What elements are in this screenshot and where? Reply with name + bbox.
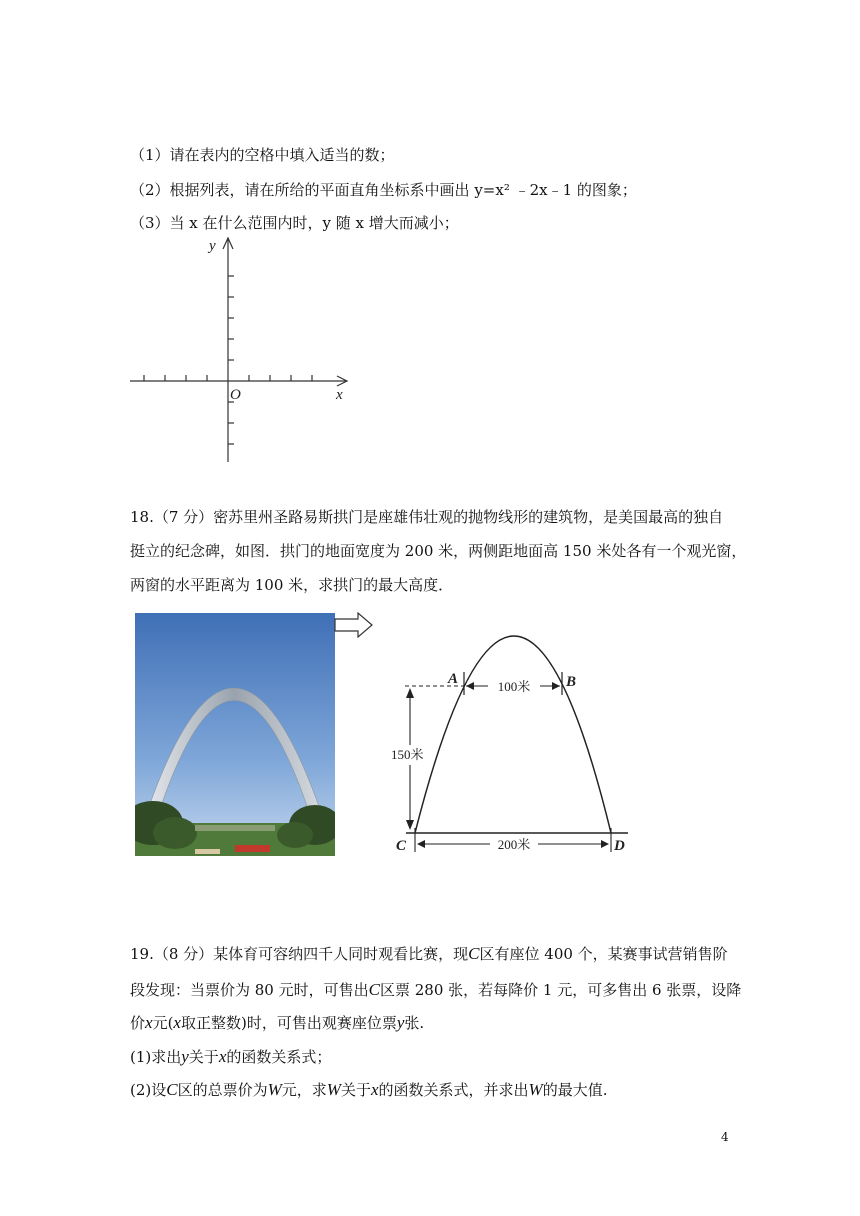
q17-part2: （2）根据列表，请在所给的平面直角坐标系中画出 y=x² ﹣2x﹣1 的图象； bbox=[130, 181, 637, 199]
q19-part1: (1)求出y关于x的函数关系式； bbox=[130, 1047, 332, 1066]
arch-photo bbox=[135, 613, 335, 856]
var-x: x bbox=[218, 1047, 227, 1066]
var-x: x bbox=[173, 1013, 181, 1032]
var-y: y bbox=[396, 1013, 405, 1032]
q19-part2: (2)设C区的总票价为W元，求W关于x的函数关系式，并求出W的最大值. bbox=[130, 1080, 608, 1099]
x-axis-label: x bbox=[336, 387, 343, 403]
var-x: x bbox=[145, 1013, 153, 1032]
point-c-label: C bbox=[396, 838, 407, 854]
var-c: C bbox=[368, 980, 380, 999]
height-label: 150米 bbox=[391, 747, 424, 762]
q18-line1: 18.（7 分）密苏里州圣路易斯拱门是座雄伟壮观的抛物线形的建筑物，是美国最高的独自 bbox=[130, 508, 724, 526]
q19-line3: 价x元(x取正整数)时，可售出观赛座位票y张. bbox=[130, 1013, 425, 1032]
q19-line1: 19.（8 分）某体育可容纳四千人同时观看比赛，现C区有座位 400 个，某赛事试营销售阶 bbox=[130, 944, 728, 963]
q17-part3: （3）当 x 在什么范围内时，y 随 x 增大而减小； bbox=[130, 214, 459, 232]
var-w: W bbox=[528, 1080, 543, 1099]
q18-line3: 两窗的水平距离为 100 米，求拱门的最大高度． bbox=[130, 576, 454, 594]
y-axis-label: y bbox=[209, 238, 216, 254]
top-width-label: 100米 bbox=[497, 679, 531, 694]
page-number: 4 bbox=[721, 1130, 729, 1144]
coordinate-axes bbox=[125, 232, 360, 467]
point-d-label: D bbox=[614, 838, 625, 854]
origin-label: O bbox=[230, 387, 241, 403]
arch-diagram bbox=[388, 625, 638, 860]
right-arrow-icon bbox=[334, 612, 374, 638]
point-a-label: A bbox=[448, 671, 459, 687]
var-c: C bbox=[166, 1080, 178, 1099]
var-w: W bbox=[326, 1080, 341, 1099]
q18-line2: 挺立的纪念碑，如图．拱门的地面宽度为 200 米，两侧距地面高 150 米处各有一个观光窗， bbox=[130, 542, 747, 560]
var-x: x bbox=[370, 1080, 379, 1099]
var-w: W bbox=[267, 1080, 282, 1099]
var-c: C bbox=[468, 944, 480, 963]
base-width-label: 200米 bbox=[497, 837, 531, 852]
point-b-label: B bbox=[566, 674, 577, 690]
var-y: y bbox=[181, 1047, 189, 1066]
q19-line2: 段发现：当票价为 80 元时，可售出C区票 280 张，若每降价 1 元，可多售出 6 张票，设降 bbox=[130, 980, 742, 999]
q17-part1: （1）请在表内的空格中填入适当的数； bbox=[130, 146, 395, 164]
